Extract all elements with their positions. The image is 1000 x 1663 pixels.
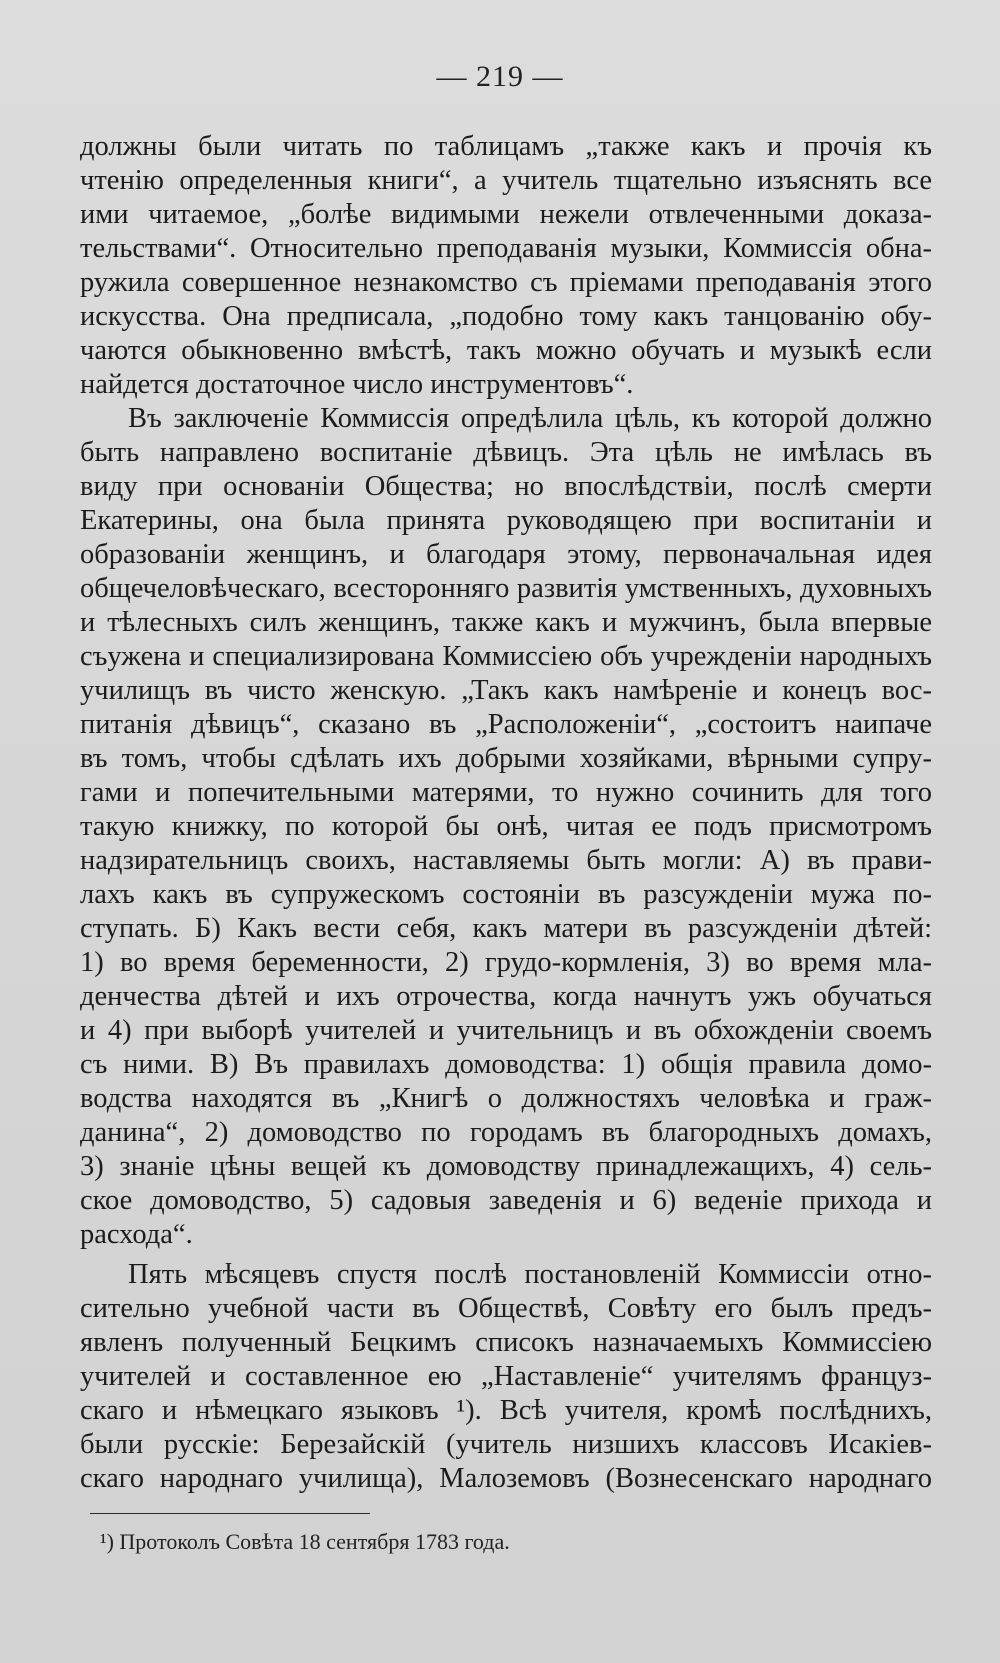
text-line: виду при основаніи Общества; но впослѣдствіи, послѣ смерти — [80, 471, 932, 502]
paragraph-start-line: Пять мѣсяцевъ спустя послѣ постановленій Коммиссіи отно- — [128, 1259, 932, 1290]
text-line: сительно учебной части въ Обществѣ, Совѣту его былъ предъ- — [80, 1293, 932, 1324]
text-line: данина“, 2) домоводство по городамъ въ благородныхъ домахъ, — [80, 1117, 932, 1148]
text-line: скаго народнаго училища), Малоземовъ (Вознесенскаго народнаго — [80, 1463, 932, 1494]
paragraph-start-line: Въ заключеніе Коммиссія опредѣлила цѣль, къ которой должно — [128, 403, 932, 434]
text-line: образованіи женщинъ, и благодаря этому, первоначальная идея — [80, 539, 932, 570]
text-line: и 4) при выборѣ учителей и учительницъ и въ обхожденіи своемъ — [80, 1015, 932, 1046]
text-line: искусства. Она предписала, „подобно тому какъ танцованію обу- — [80, 301, 932, 332]
text-line: расхода“. — [80, 1219, 193, 1250]
text-line: такую книжку, по которой бы онѣ, читая ее подъ присмотромъ — [80, 811, 932, 842]
text-line: тельствами“. Относительно преподаванія музыки, Коммиссія обна- — [80, 233, 932, 264]
footnote-text: Протоколъ Совѣта 18 сентября 1783 года. — [119, 1529, 510, 1554]
text-line: явленъ полученный Бецкимъ списокъ назначаемыхъ Коммиссіею — [80, 1327, 932, 1358]
footnote — [100, 1528, 510, 1556]
footnote-divider — [90, 1513, 370, 1514]
text-line: скаго и нѣмецкаго языковъ ¹). Всѣ учителя, кромѣ послѣднихъ, — [80, 1395, 932, 1426]
text-line: училищъ въ чисто женскую. „Такъ какъ намѣреніе и конецъ вос- — [80, 675, 932, 706]
text-line: въ томъ, чтобы сдѣлать ихъ добрыми хозяйками, вѣрными супру- — [80, 743, 932, 774]
text-line: ими читаемое, „болѣе видимыми нежели отвлеченными доказа- — [80, 199, 932, 230]
text-line: быть направлено воспитаніе дѣвицъ. Эта цѣль не имѣлась въ — [80, 437, 932, 468]
text-line: денчества дѣтей и ихъ отрочества, когда начнутъ ужъ обучаться — [80, 981, 932, 1012]
text-line: ружила совершенное незнакомство съ пріемами преподаванія этого — [80, 267, 932, 298]
text-line: 3) знаніе цѣны вещей къ домоводству принадлежащихъ, 4) сель- — [80, 1151, 932, 1182]
text-line: должны были читать по таблицамъ „также какъ и прочія къ — [80, 131, 932, 162]
text-line: водства находятся въ „Книгѣ о должностяхъ человѣка и граж- — [80, 1083, 932, 1114]
text-line: гами и попечительными матерями, то нужно сочинить для того — [80, 777, 932, 808]
page-number: — 219 — — [436, 60, 564, 93]
text-line: общечеловѣческаго, всесторонняго развитія умственныхъ, духовныхъ — [80, 573, 932, 604]
text-line: питанія дѣвицъ“, сказано въ „Расположеніи“, „состоитъ наипаче — [80, 709, 932, 740]
text-line: найдется достаточное число инструментовъ“. — [80, 369, 634, 400]
body-text — [80, 130, 932, 1496]
text-line: ское домоводство, 5) садовыя заведенія и 6) веденіе прихода и — [80, 1185, 932, 1216]
text-line: и тѣлесныхъ силъ женщинъ, также какъ и мужчинъ, была впервые — [80, 607, 932, 638]
text-line: учителей и составленное ею „Наставленіе“ учителямъ француз- — [80, 1361, 932, 1392]
text-line: ступать. Б) Какъ вести себя, какъ матери въ разсужденіи дѣтей: — [80, 913, 932, 944]
text-line: надзирательницъ своихъ, наставляемы быть могли: А) въ прави- — [80, 845, 932, 876]
text-line: чаются обыкновенно вмѣстѣ, такъ можно обучать и музыкѣ если — [80, 335, 932, 366]
text-line: лахъ какъ въ супружескомъ состояніи въ разсужденіи мужа по- — [80, 879, 932, 910]
text-line: были русскіе: Березайскій (учитель низшихъ классовъ Исакіев- — [80, 1429, 932, 1460]
text-line: съ ними. В) Въ правилахъ домоводства: 1) общія правила домо- — [80, 1049, 932, 1080]
text-line: чтенію определенныя книги“, а учитель тщательно изъяснять все — [80, 165, 932, 196]
footnote-marker: ¹) — [100, 1529, 114, 1554]
text-line: съужена и специализирована Коммиссіею объ учрежденіи народныхъ — [80, 641, 932, 672]
text-line: 1) во время беременности, 2) грудо-кормленія, 3) во время мла- — [80, 947, 932, 978]
text-line: Екатерины, она была принята руководящею при воспитаніи и — [80, 505, 932, 536]
